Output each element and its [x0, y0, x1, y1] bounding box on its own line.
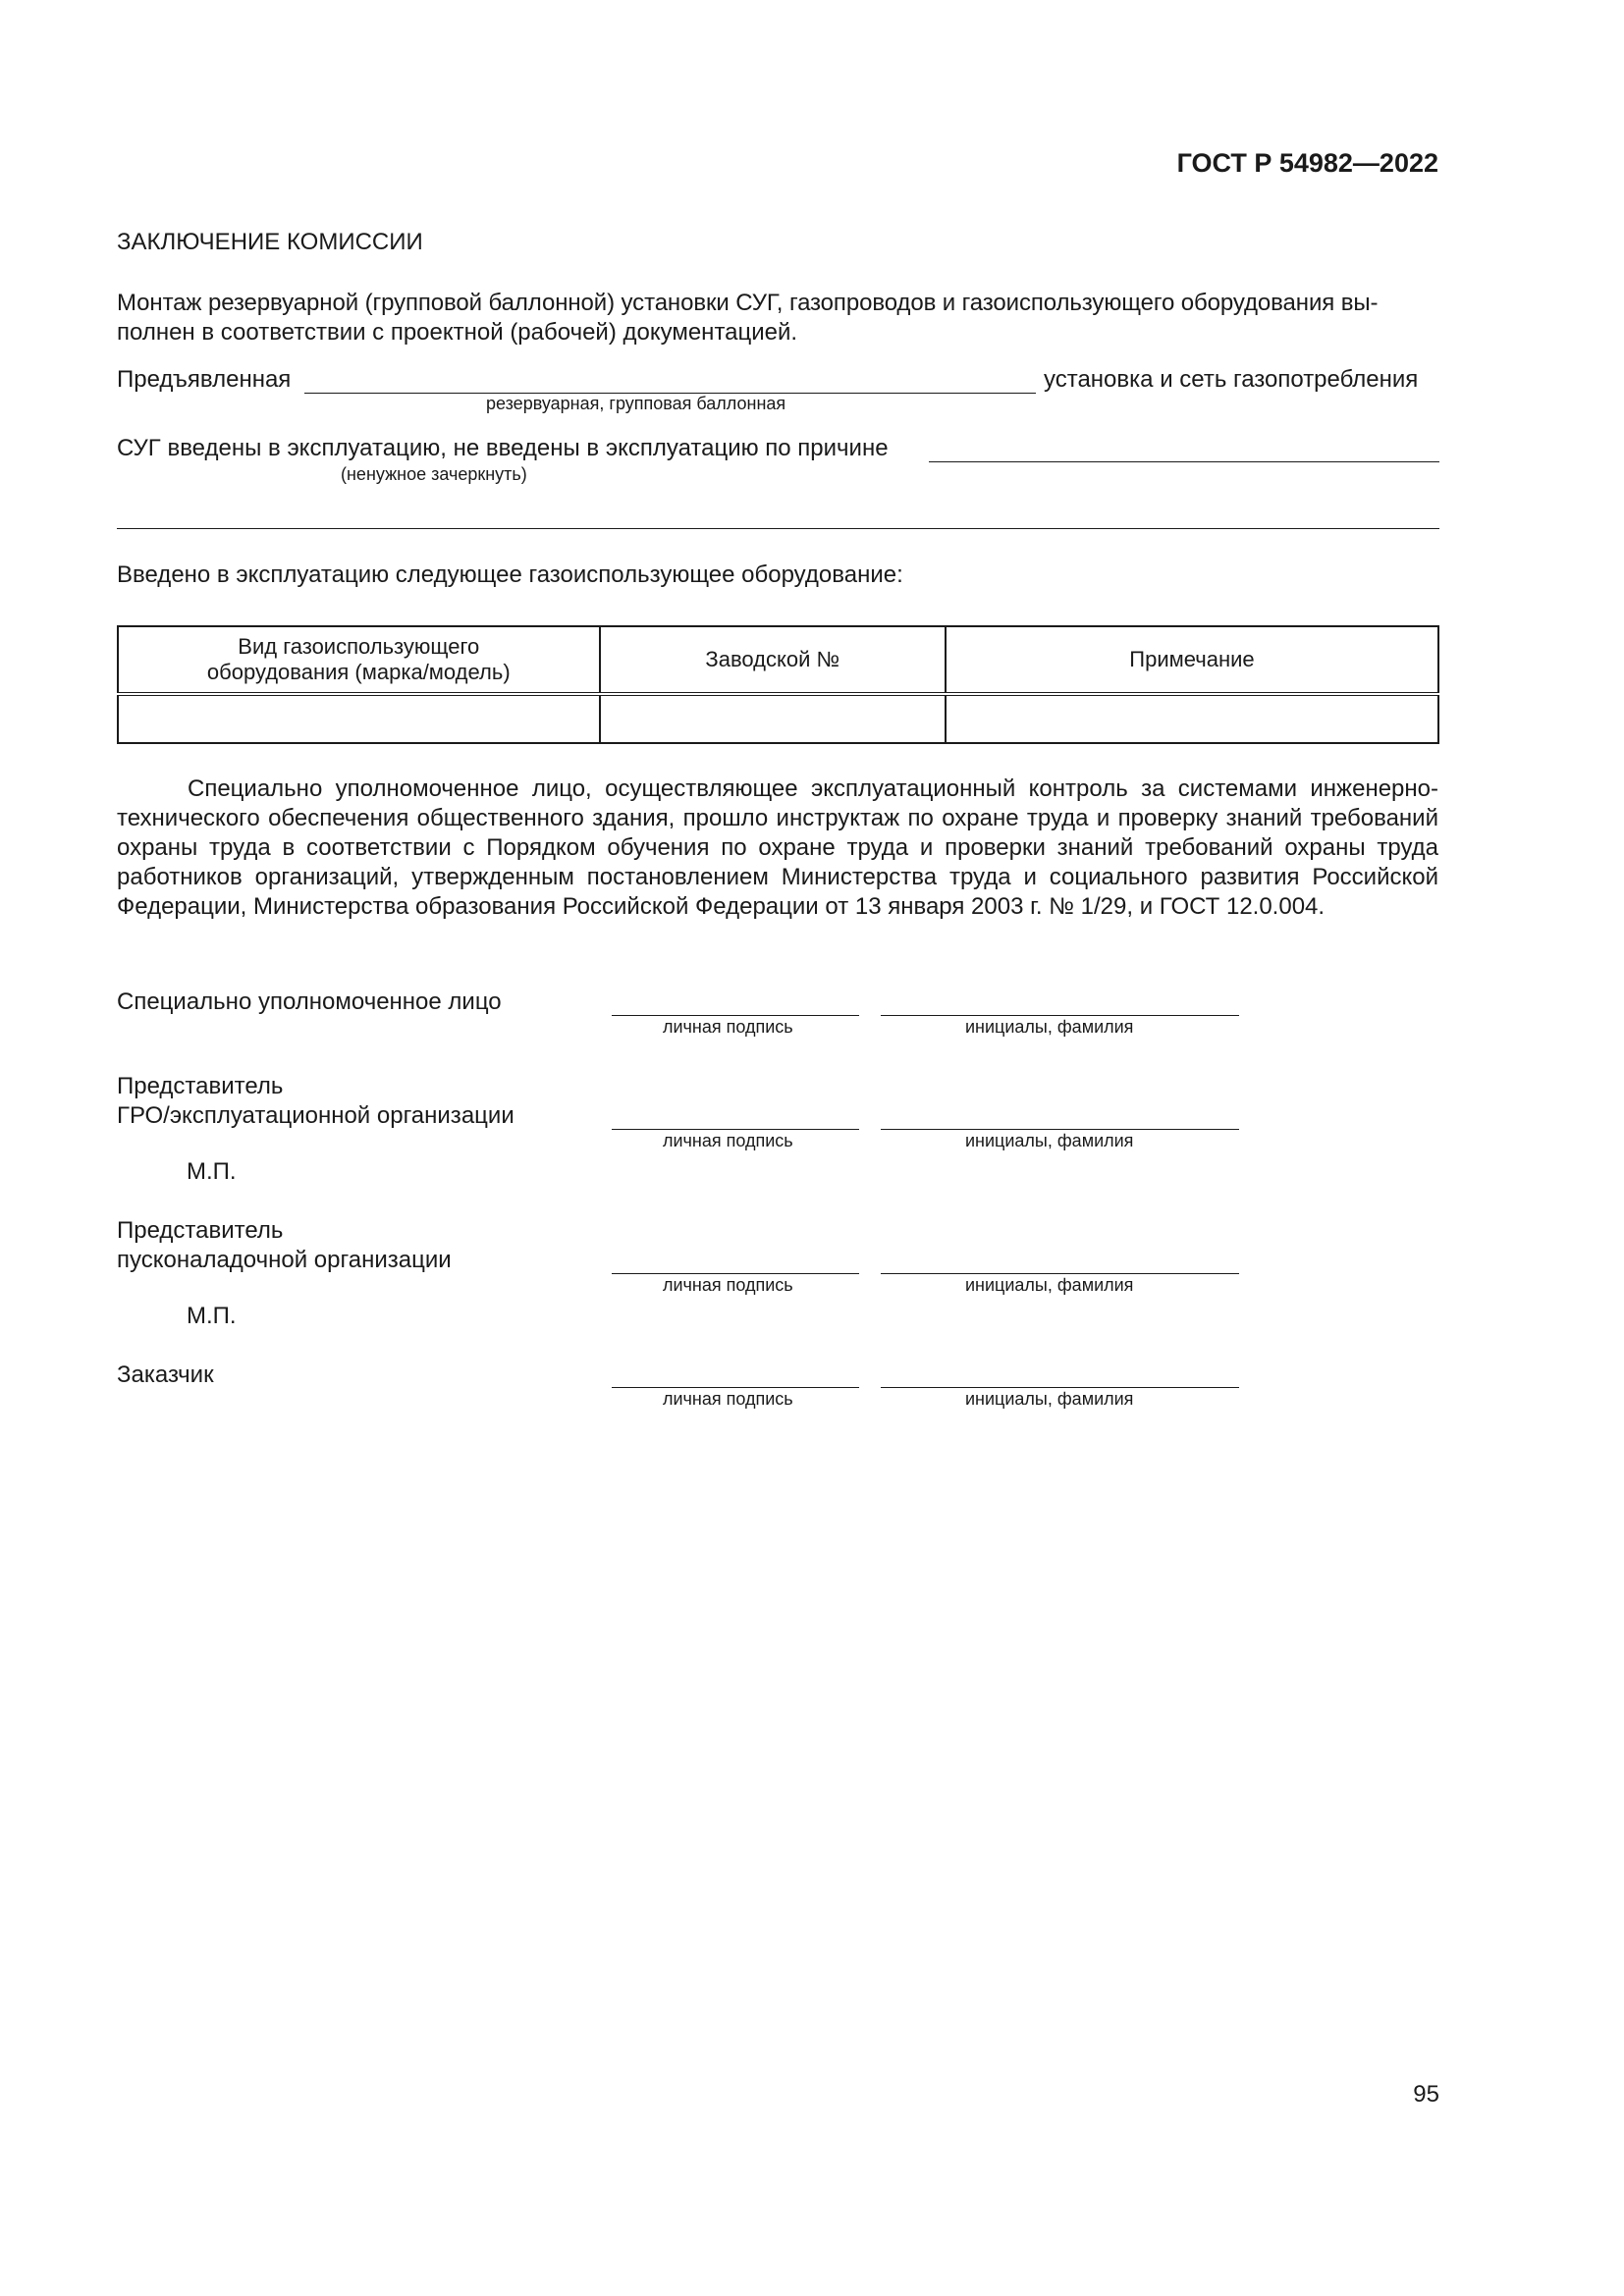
- conclusion-paragraph-line1: Монтаж резервуарной (групповой баллонной) установки СУГ, газопроводов и газоиспользующего оборудования вы-: [117, 290, 1379, 316]
- name-hint: инициалы, фамилия: [965, 1131, 1134, 1150]
- equipment-intro: Введено в эксплуатацию следующее газоиспользующее оборудование:: [117, 561, 903, 588]
- reason-continuation-line: [117, 528, 1439, 529]
- commissioned-hint: (ненужное зачеркнуть): [341, 464, 527, 484]
- column-header-serial-number: Заводской №: [600, 626, 946, 694]
- column-header-note: Примечание: [946, 626, 1438, 694]
- name-hint: инициалы, фамилия: [965, 1275, 1134, 1295]
- table-cell: [118, 694, 600, 743]
- signature-hint: личная подпись: [663, 1131, 793, 1150]
- stamp-label: М.П.: [187, 1303, 237, 1329]
- signer-commissioning-rep-line1: Представитель: [117, 1217, 284, 1244]
- page-number: 95: [1413, 2081, 1439, 2108]
- signature-hint: личная подпись: [663, 1389, 793, 1409]
- presented-suffix: установка и сеть газопотребления: [1044, 366, 1419, 393]
- table-row: [118, 694, 1438, 743]
- signer-authorized-person: Специально уполномоченное лицо: [117, 988, 502, 1015]
- signer-commissioning-rep-line2: пусконаладочной организации: [117, 1247, 452, 1273]
- table-cell: [600, 694, 946, 743]
- reason-fill-line: [929, 461, 1439, 462]
- equipment-table: [117, 625, 1439, 744]
- signer-gro-rep-line1: Представитель: [117, 1073, 284, 1099]
- standard-code: ГОСТ Р 54982—2022: [1176, 148, 1438, 178]
- name-hint: инициалы, фамилия: [965, 1389, 1134, 1409]
- instruction-paragraph: Специально уполномоченное лицо, осуществляющее эксплуатационный контроль за системами инженерно-технического обеспечения общественного здания, прошло инструктаж по охране труда и проверку знаний требований охраны труда в соответствии с Порядком обучения по охране труда и проверки знаний требований охраны труда работников организаций, утвержденным постановлением Министерства труда и социального развития Российской Федерации, Министерства образования Российской Федерации от 13 января 2003 г. № 1/29, и ГОСТ 12.0.004.: [117, 775, 1438, 920]
- signature-hint: личная подпись: [663, 1017, 793, 1037]
- presented-label: Предъявленная: [117, 366, 292, 393]
- conclusion-heading: ЗАКЛЮЧЕНИЕ КОМИССИИ: [117, 229, 423, 255]
- name-hint: инициалы, фамилия: [965, 1017, 1134, 1037]
- table-cell: [946, 694, 1438, 743]
- equipment-table-header: [118, 626, 1438, 694]
- conclusion-paragraph-line2: полнен в соответствии с проектной (рабочей) документацией.: [117, 319, 798, 346]
- stamp-label: М.П.: [187, 1158, 237, 1185]
- presented-hint: резервуарная, групповая баллонная: [486, 394, 786, 413]
- signer-gro-rep-line2: ГРО/эксплуатационной организации: [117, 1102, 514, 1129]
- commissioned-label: СУГ введены в эксплуатацию, не введены в эксплуатацию по причине: [117, 435, 889, 461]
- column-header-equipment-type: Вид газоиспользующего оборудования (марка/модель): [118, 626, 600, 694]
- signature-hint: личная подпись: [663, 1275, 793, 1295]
- signer-customer: Заказчик: [117, 1362, 214, 1388]
